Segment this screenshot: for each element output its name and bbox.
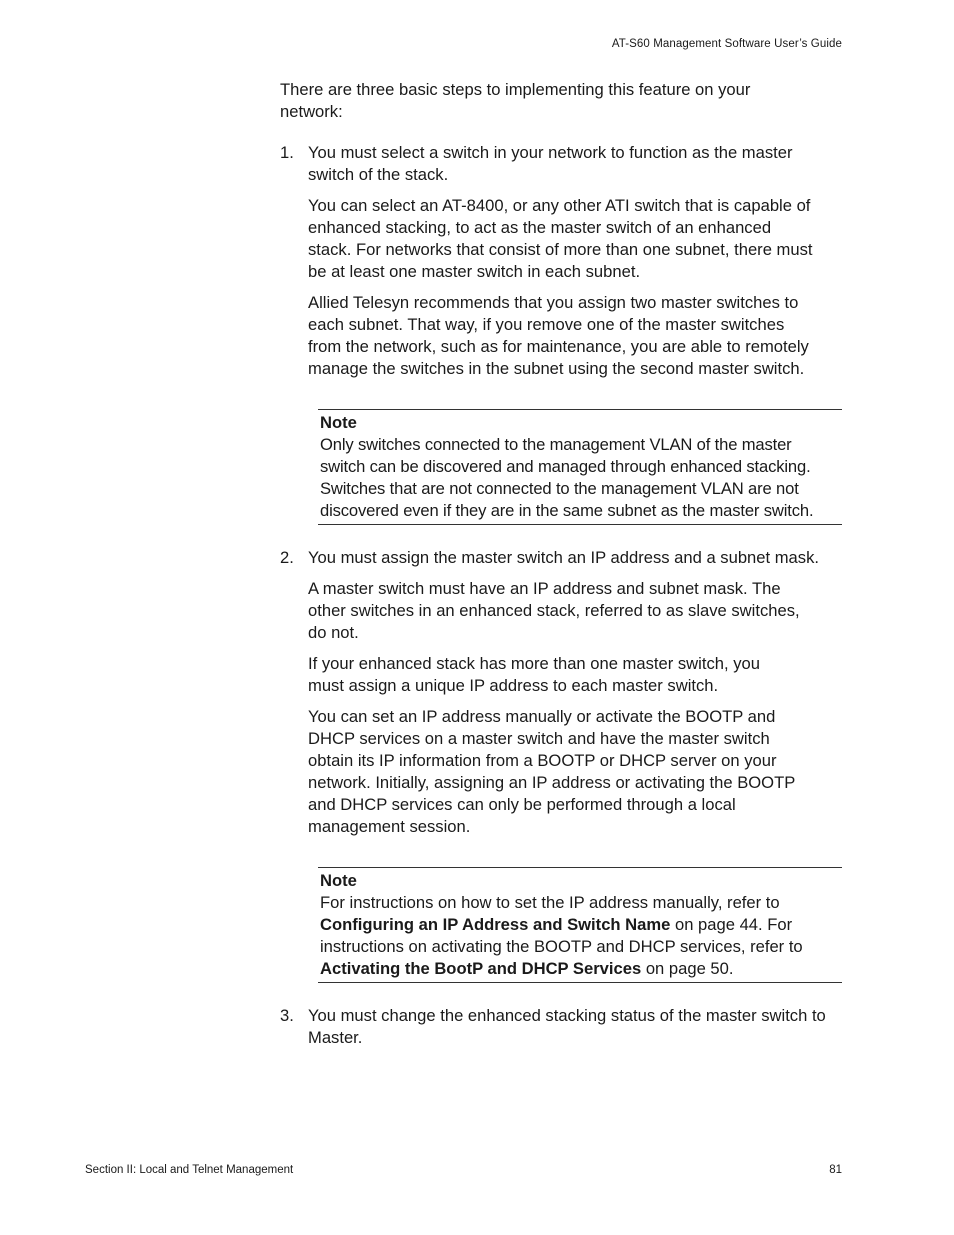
step-number: 2.	[280, 548, 294, 567]
step-2	[280, 547, 842, 569]
step-number: 3.	[280, 1006, 294, 1025]
step-2-paragraph: A master switch must have an IP address and subnet mask. The other switches in an enhanced stack, referred to as slave switches, do not.	[308, 579, 800, 642]
note-box	[318, 867, 842, 983]
step-1-paragraph: You can select an AT-8400, or any other ATI switch that is capable of enhanced stacking, to act as the master switch of an enhanced stack. For networks that consist of more than one subnet, there must be at least one master switch in each subnet.	[308, 196, 813, 281]
page-number: 81	[829, 1164, 842, 1176]
step-text: You must select a switch in your network to function as the master switch of the stack.	[308, 143, 793, 184]
step-2-paragraph: You can set an IP address manually or activate the BOOTP and DHCP services on a master switch and have the master switch obtain its IP information from a BOOTP or DHCP server on your network. Initially, assigning an IP address or activating the BOOTP and DHCP services can only be performed through a local management session.	[308, 707, 795, 836]
cross-reference-link[interactable]: Configuring an IP Address and Switch Name	[320, 915, 671, 934]
note-title: Note	[320, 413, 357, 432]
page-body	[280, 79, 842, 1049]
step-number: 1.	[280, 143, 294, 162]
note-text: Only switches connected to the management VLAN of the master switch can be discovered and managed through enhanced stacking. Switches that are not connected to the management VLAN are not discovered even if they are in the same subnet as the master switch.	[320, 435, 814, 520]
step-text: You must assign the master switch an IP address and a subnet mask.	[308, 548, 819, 567]
note-text-part: For instructions on how to set the IP address manually, refer to	[320, 893, 780, 912]
running-header: AT-S60 Management Software User’s Guide	[611, 38, 842, 50]
step-1	[280, 142, 842, 186]
note-box	[318, 409, 842, 525]
cross-reference-link[interactable]: Activating the BootP and DHCP Services	[320, 959, 642, 978]
note-text-part: on page 50.	[641, 959, 734, 978]
step-2-paragraph: If your enhanced stack has more than one master switch, you must assign a unique IP address to each master switch.	[308, 654, 760, 695]
note-title: Note	[320, 871, 357, 890]
intro-paragraph: There are three basic steps to implementing this feature on your network:	[280, 80, 751, 121]
step-text: You must change the enhanced stacking status of the master switch to Master.	[308, 1006, 826, 1047]
step-3	[280, 1005, 842, 1049]
note-text	[320, 892, 840, 980]
footer-section: Section II: Local and Telnet Management	[85, 1164, 294, 1176]
step-1-paragraph: Allied Telesyn recommends that you assign two master switches to each subnet. That way, if you remove one of the master switches from the network, such as for maintenance, you are able to remotely manage the switches in the subnet using the second master switch.	[308, 293, 809, 378]
note-text-part: on page 44. For instructions on activating the BOOTP and DHCP services, refer to	[320, 915, 803, 956]
